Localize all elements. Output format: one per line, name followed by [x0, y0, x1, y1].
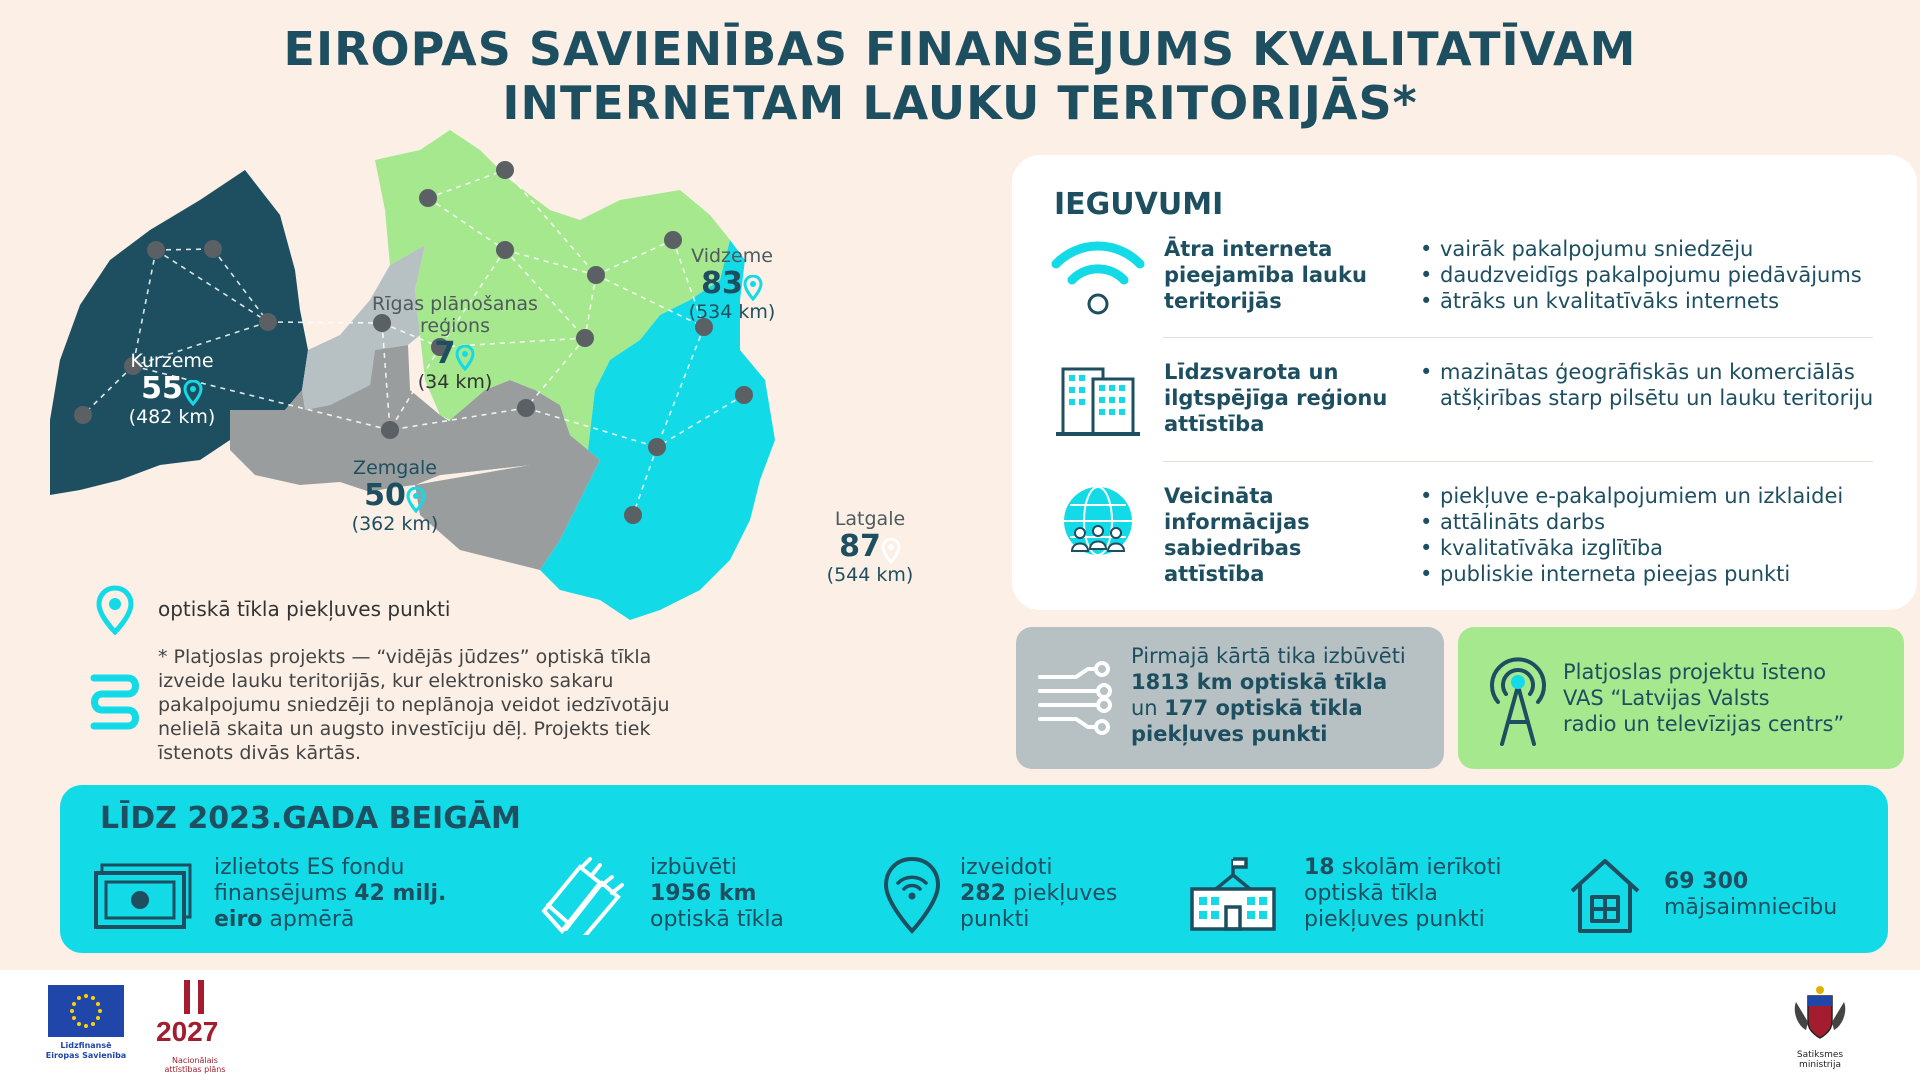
- footer: [0, 970, 1920, 1080]
- stat-households-line-1: 69 300: [1664, 869, 1749, 894]
- stat-households-line-2: mājsaimniecību: [1664, 895, 1838, 920]
- benefit-title: Veicināta informācijas sabiedrības attīstība: [1164, 484, 1310, 586]
- stat-access-points-line-2b: piekļuves: [1005, 881, 1118, 906]
- first-phase-line-3a: un: [1131, 696, 1165, 720]
- stat-fiber-line-2: 1956 km: [650, 881, 757, 906]
- title-line-2: INTERNETAM LAUKU TERITORIJĀS*: [502, 76, 1418, 130]
- access-point: [517, 399, 535, 417]
- first-phase-text: [1131, 643, 1431, 747]
- stat-schools-line-2: optiskā tīkla: [1304, 881, 1438, 906]
- access-point: [576, 329, 594, 347]
- first-phase-line-1: Pirmajā kārtā tika izbūvēti: [1131, 644, 1406, 668]
- banknote-icon: [94, 863, 194, 931]
- access-point: [735, 386, 753, 404]
- radio-tower-icon: [1478, 652, 1558, 747]
- stats-title: LĪDZ 2023.GADA BEIGĀM: [100, 801, 521, 836]
- stat-schools-line-1b: skolām ierīkoti: [1334, 855, 1502, 880]
- access-point: [648, 438, 666, 456]
- implementer-box: [1458, 627, 1904, 769]
- access-point: [204, 240, 222, 258]
- access-point: [624, 506, 642, 524]
- map-pin-icon: [881, 538, 901, 564]
- region-label-riga: [365, 293, 545, 393]
- stat-access-points-line-3: punkti: [960, 907, 1030, 932]
- house-icon: [1568, 855, 1642, 935]
- stats-panel: [60, 785, 1888, 953]
- legend-pin-label: optiskā tīkla piekļuves punkti: [158, 597, 451, 621]
- benefit-bullet: • vairāk pakalpojumu sniedzēju: [1418, 236, 1918, 262]
- stat-funding-line-1: izlietots ES fondu: [214, 855, 405, 880]
- eu-line-2: Eiropas Savienība: [45, 1051, 127, 1060]
- nap-line-1: Nacionālais: [172, 1056, 218, 1065]
- benefit-bullets: [1418, 483, 1918, 587]
- map-pin-icon: [183, 380, 203, 406]
- access-point: [496, 241, 514, 259]
- stat-schools-line-3: piekļuves punkti: [1304, 907, 1485, 932]
- benefits-title: IEGUVUMI: [1054, 187, 1224, 222]
- first-phase-line-2: 1813 km optiskā tīkla: [1131, 670, 1388, 694]
- implementer-line-2: VAS “Latvijas Valsts: [1563, 686, 1770, 710]
- benefit-bullet: • ātrāks un kvalitatīvāks internets: [1418, 288, 1918, 314]
- map-pin-icon: [95, 585, 135, 635]
- benefit-title: Ātra interneta pieejamība lauku teritorijās: [1164, 237, 1367, 313]
- region-label-vidzeme: [672, 245, 792, 323]
- benefit-bullet: • kvalitatīvāka izglītība: [1418, 535, 1918, 561]
- access-point: [147, 241, 165, 259]
- implementer-line-3: radio un televīzijas centrs”: [1563, 712, 1845, 736]
- access-point: [381, 421, 399, 439]
- stat-fiber-text: [650, 855, 784, 933]
- eu-flag-logo: [48, 985, 124, 1037]
- region-name: Latgale: [834, 508, 906, 530]
- school-icon: [1188, 855, 1278, 935]
- fiber-cable-icon: [538, 855, 628, 935]
- region-name: Zemgale: [353, 457, 437, 479]
- map-pin-icon: [743, 275, 763, 301]
- road-icon: [88, 672, 140, 732]
- map-pin-icon: [406, 487, 426, 513]
- region-name: Vidzeme: [691, 245, 773, 267]
- region-km: (534 km): [688, 301, 776, 323]
- region-label-zemgale: [335, 457, 455, 535]
- footnote: * Platjoslas projekts — “vidējās jūdzes” optiskā tīkla izveide lauku teritorijās, kur elektronisko sakaru pakalpojumu sniedzēji to neplānoja veidot iedzīvotāju nelielā skaita un augsto investīciju dēļ. Projekts tiek īstenots divās kārtās.: [158, 646, 670, 764]
- first-phase-box: [1016, 627, 1444, 769]
- access-point: [74, 406, 92, 424]
- nap-2027-logo: [150, 978, 240, 1073]
- nap-text: [150, 1056, 240, 1074]
- access-point: [419, 189, 437, 207]
- region-km: (362 km): [351, 513, 439, 535]
- divider: [1163, 461, 1873, 462]
- region-count: 83: [701, 266, 743, 301]
- divider: [1163, 337, 1873, 338]
- eu-line-1: Līdzfinansē: [60, 1041, 112, 1050]
- page-title: [0, 22, 1920, 130]
- stat-funding-line-3a: eiro: [214, 907, 263, 932]
- benefit-bullet: • daudzveidīgs pakalpojumu piedāvājums: [1418, 262, 1918, 288]
- access-point: [587, 266, 605, 284]
- benefit-bullet: • mazinātas ģeogrāfiskās un komerciālās atšķirības starp pilsētu un lauku teritoriju: [1418, 359, 1918, 411]
- wifi-icon: [1048, 236, 1148, 316]
- benefit-bullet: • publiskie interneta pieejas punkti: [1418, 561, 1918, 587]
- benefit-bullets: [1418, 236, 1918, 314]
- fiber-network-icon: [1036, 657, 1116, 737]
- stat-access-points-text: [960, 855, 1117, 933]
- wifi-pin-icon: [880, 855, 944, 935]
- stat-schools-text: [1304, 855, 1501, 933]
- region-km: (544 km): [826, 564, 914, 586]
- stat-funding-line-2b: 42 milj.: [354, 881, 447, 906]
- access-point: [259, 313, 277, 331]
- title-line-1: EIROPAS SAVIENĪBAS FINANSĒJUMS KVALITATĪVAM: [283, 22, 1637, 76]
- access-point: [496, 161, 514, 179]
- region-count: 87: [839, 529, 881, 564]
- implementer-line-1: Platjoslas projektu īsteno: [1563, 660, 1827, 684]
- benefits-panel: [1012, 155, 1917, 610]
- nap-bars-icon: [180, 978, 210, 1016]
- globe-people-icon: [1048, 483, 1148, 563]
- stat-fiber-line-1: izbūvēti: [650, 855, 737, 880]
- region-name-2: reģions: [420, 315, 490, 337]
- region-count: 7: [434, 336, 456, 371]
- buildings-icon: [1048, 359, 1148, 439]
- region-label-latgale: [810, 508, 930, 586]
- region-name: Kurzeme: [130, 350, 214, 372]
- map-pin-icon: [455, 345, 475, 371]
- region-name: Rīgas plānošanas: [372, 293, 538, 315]
- region-km: (34 km): [417, 371, 493, 393]
- nap-year: 2027: [156, 1016, 219, 1047]
- stat-schools-line-1a: 18: [1304, 855, 1335, 880]
- first-phase-line-4: piekļuves punkti: [1131, 722, 1328, 746]
- benefit-bullet: • piekļuve e-pakalpojumiem un izklaidei: [1418, 483, 1918, 509]
- benefit-title: Līdzsvarota un ilgtspējīga reģionu attīstība: [1164, 360, 1388, 436]
- first-phase-line-3b: 177 optiskā tīkla: [1164, 696, 1363, 720]
- coat-of-arms-logo: [1790, 982, 1850, 1044]
- region-count: 55: [141, 371, 183, 406]
- region-km: (482 km): [128, 406, 216, 428]
- stat-funding-line-2a: finansējums: [214, 881, 355, 906]
- stat-access-points-line-2a: 282: [960, 881, 1006, 906]
- eu-cofinance-text: [40, 1041, 132, 1061]
- region-label-kurzeme: [112, 350, 232, 428]
- implementer-text: [1563, 659, 1893, 737]
- nap-line-2: attīstības plāns: [164, 1065, 226, 1074]
- benefit-bullets: [1418, 359, 1918, 411]
- stat-funding-text: [214, 855, 446, 933]
- region-count: 50: [364, 478, 406, 513]
- stat-access-points-line-1: izveidoti: [960, 855, 1053, 880]
- stat-fiber-line-3: optiskā tīkla: [650, 907, 784, 932]
- stat-households-text: [1664, 869, 1837, 921]
- benefit-bullet: • attālināts darbs: [1418, 509, 1918, 535]
- stat-funding-line-3b: apmērā: [262, 907, 355, 932]
- ministry-name: Satiksmes ministrija: [1796, 1050, 1844, 1070]
